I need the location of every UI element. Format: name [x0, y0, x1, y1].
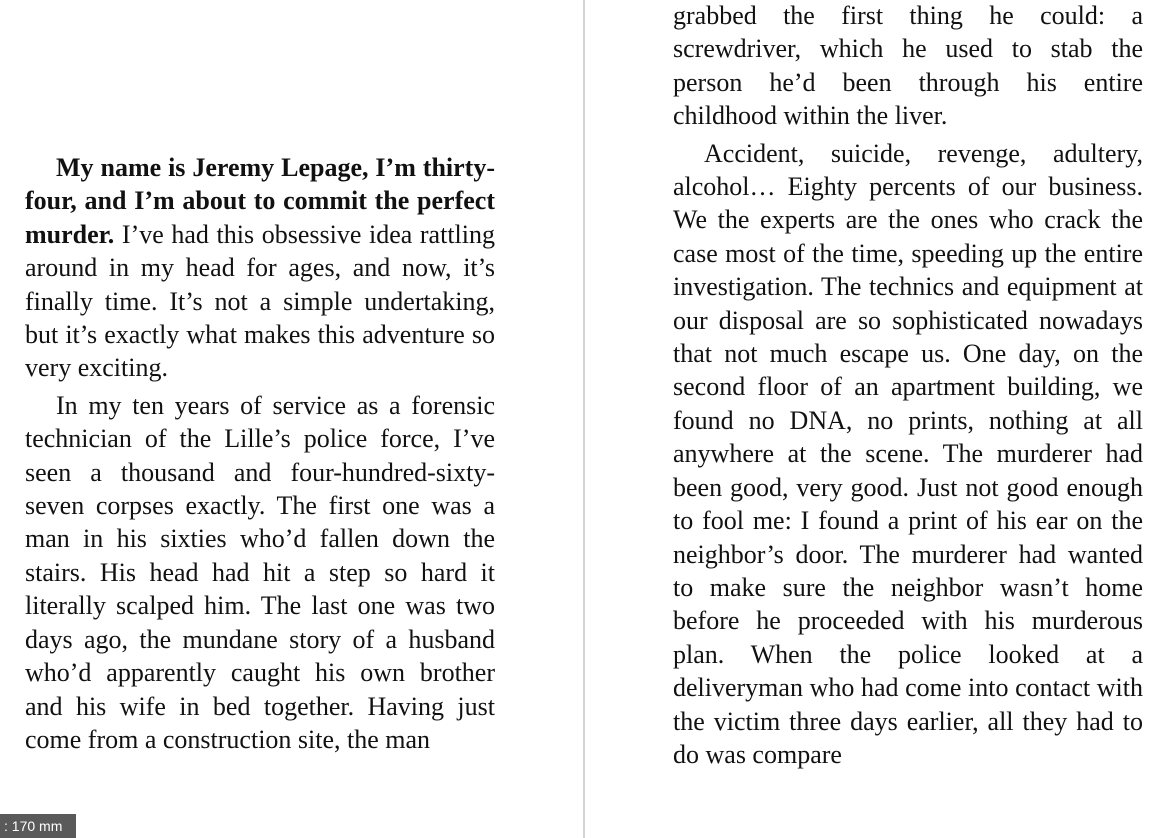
zoom-indicator: : 170 mm — [0, 814, 76, 838]
paragraph: grabbed the first thing he could: a screwdriver, which he used to stab the person he’d been through his entire childhood within the liver. — [673, 1, 1143, 131]
bold-opening-sentence: My name is Jeremy Lepage, I’m thirty-four, and I’m about to commit the perfect murder. — [25, 153, 495, 249]
left-page-text — [25, 151, 495, 760]
right-page — [586, 0, 1171, 838]
paragraph: In my ten years of service as a forensic technician of the Lille’s police force, I’ve seen a thousand and four-hundred-sixty-seven corpses exactly. The first one was a man in his sixties who’d fallen down the stairs. His head had hit a step so hard it literally scalped him. The last one was two days ago, the mundane story of a husband who’d apparently caught his own brother and his wife in bed together. Having just come from a construction site, the man — [25, 390, 495, 754]
paragraph — [25, 151, 495, 385]
paragraph: Accident, suicide, revenge, adultery, alcohol… Eighty percents of our business. We the experts are the ones who crack the case most of the time, speeding up the entire investigation. The technics and equipment at our disposal are so sophisticated nowadays that not much escape us. One day, on the second floor of an apartment building, we found no DNA, no prints, nothing at all anywhere at the scene. The murderer had been good, very good. Just not good enough to fool me: I found a print of his ear on the neighbor’s door. The murderer had wanted to make sure the neighbor wasn’t home before he proceeded with his murderous plan. When the police looked at a deliveryman who had come into contact with the victim three days earlier, all they had to do was compare — [673, 138, 1143, 769]
right-page-text — [673, 0, 1143, 775]
page-divider — [583, 0, 585, 838]
paragraph-text: I’ve had this obsessive idea rattling around in my head for ages, and now, it’s finally time. It’s not a simple undertaking, but it’s exactly what makes this adventure so very exciting. — [25, 219, 495, 383]
left-page — [0, 0, 584, 838]
